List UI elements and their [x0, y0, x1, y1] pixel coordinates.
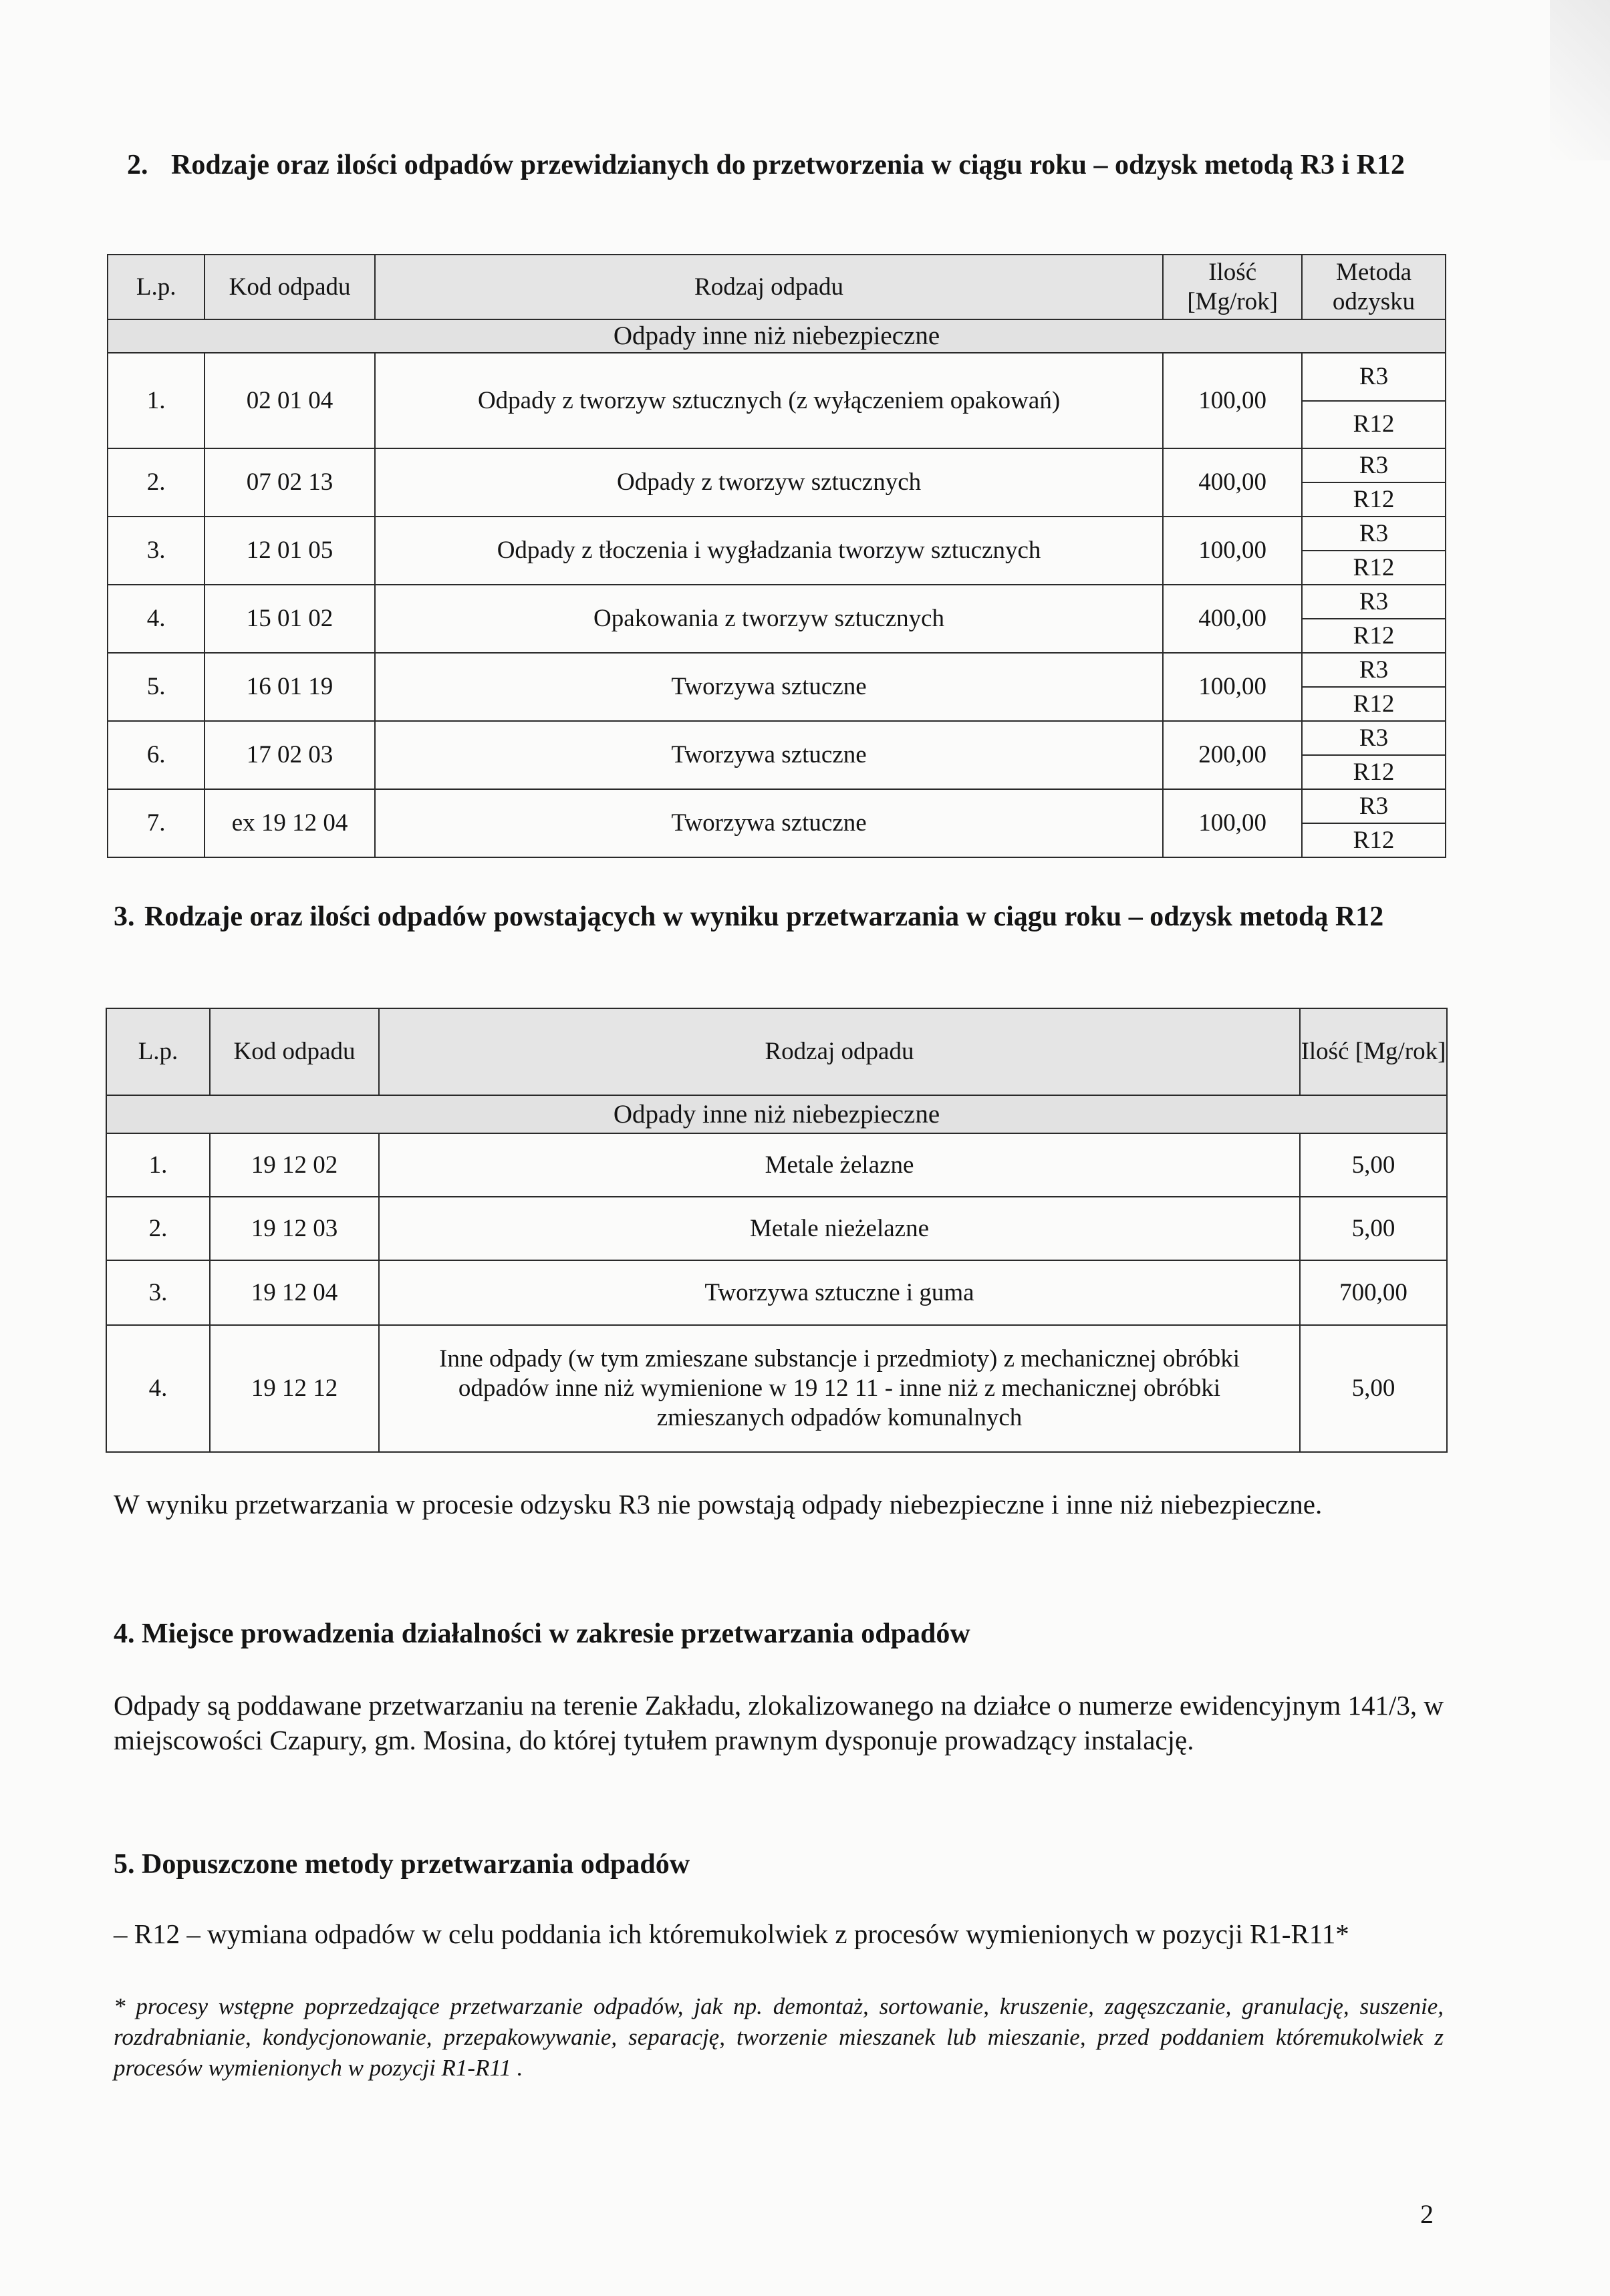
- group-row: Odpady inne niż niebezpieczne: [108, 319, 1446, 353]
- cell-lp: 4.: [108, 585, 205, 653]
- cell-kod: 19 12 02: [210, 1133, 379, 1197]
- col-header-lp: L.p.: [106, 1008, 210, 1095]
- cell-lp: 7.: [108, 789, 205, 857]
- cell-kod: ex 19 12 04: [205, 789, 374, 857]
- cell-kod: 19 12 03: [210, 1197, 379, 1260]
- cell-rodzaj: Odpady z tworzyw sztucznych: [375, 448, 1164, 517]
- cell-kod: 02 01 04: [205, 353, 374, 448]
- section-5-number: 5.: [114, 1849, 135, 1880]
- cell-ilosc: 100,00: [1163, 789, 1302, 857]
- cell-rodzaj: Metale żelazne: [379, 1133, 1300, 1197]
- col-header-kod: Kod odpadu: [205, 255, 374, 319]
- section-3-heading: [114, 899, 1444, 935]
- method-r3: R3: [1359, 656, 1389, 684]
- cell-kod: 07 02 13: [205, 448, 374, 517]
- method-r12: R12: [1303, 482, 1445, 516]
- cell-kod: 19 12 12: [210, 1325, 379, 1452]
- cell-rodzaj: Tworzywa sztuczne: [375, 789, 1164, 857]
- section-4-text: Odpady są poddawane przetwarzaniu na terenie Zakładu, zlokalizowanego na działce o numerze ewidencyjnym 141/3, w miejscowości Czapury, gm. Mosina, do której tytułem prawnym dysponuje prowadzący instalację.: [114, 1690, 1444, 1755]
- section-4-title: Miejsce prowadzenia działalności w zakresie przetwarzania odpadów: [142, 1618, 970, 1649]
- method-r12: R12: [1303, 686, 1445, 720]
- cell-kod: 19 12 04: [210, 1260, 379, 1325]
- table-row: [108, 353, 1446, 448]
- section-2-number: 2.: [127, 150, 148, 180]
- table-waste-output: [106, 1008, 1448, 1453]
- cell-kod: 17 02 03: [205, 721, 374, 789]
- table-waste-input: [107, 254, 1446, 858]
- output-note: W wyniku przetwarzania w procesie odzysku R3 nie powstają odpady niebezpieczne i inne niż niebezpieczne.: [114, 1489, 1323, 1520]
- col-header-ilosc: Ilość [Mg/rok]: [1163, 255, 1302, 319]
- cell-lp: 1.: [108, 353, 205, 448]
- section-2-title: Rodzaje oraz ilości odpadów przewidzianych do przetworzenia w ciągu roku – odzysk metodą R3 i R12: [171, 150, 1405, 180]
- cell-ilosc: 700,00: [1300, 1260, 1447, 1325]
- cell-lp: 6.: [108, 721, 205, 789]
- cell-rodzaj: Metale nieżelazne: [379, 1197, 1300, 1260]
- col-header-lp: L.p.: [108, 255, 205, 319]
- table-row: [106, 1197, 1447, 1260]
- section-4-heading: [114, 1616, 1444, 1652]
- section-5-footnote: * procesy wstępne poprzedzające przetwarzanie odpadów, jak np. demontaż, sortowanie, kruszenie, zagęszczanie, granulację, suszenie, rozdrabnianie, kondycjonowanie, przepakowywanie, separację, tworzenie mieszanek lub mieszanie, przed poddaniem któremukolwiek z procesów wymienionych w pozycji R1-R11 .: [114, 1993, 1444, 2081]
- table-row: [108, 585, 1446, 653]
- cell-metoda: [1302, 653, 1446, 721]
- cell-kod: 15 01 02: [205, 585, 374, 653]
- cell-metoda: [1302, 585, 1446, 653]
- col-header-ilosc: Ilość [Mg/rok]: [1300, 1008, 1447, 1095]
- section-3-title: Rodzaje oraz ilości odpadów powstających w wyniku przetwarzania w ciągu roku – odzysk metodą R12: [144, 901, 1384, 932]
- cell-lp: 3.: [108, 517, 205, 585]
- col-header-metoda: Metoda odzysku: [1302, 255, 1446, 319]
- table-row: [106, 1260, 1447, 1325]
- scan-page-corner: [1550, 0, 1610, 160]
- table-row: [106, 1133, 1447, 1197]
- cell-rodzaj: Odpady z tłoczenia i wygładzania tworzyw sztucznych: [375, 517, 1164, 585]
- cell-metoda: [1302, 721, 1446, 789]
- cell-ilosc: 100,00: [1163, 653, 1302, 721]
- cell-lp: 5.: [108, 653, 205, 721]
- cell-kod: 16 01 19: [205, 653, 374, 721]
- cell-metoda: [1302, 353, 1446, 448]
- method-r12: R12: [1303, 550, 1445, 584]
- method-r12: R12: [1303, 618, 1445, 652]
- section-5-item: – R12 – wymiana odpadów w celu poddania ich któremukolwiek z procesów wymienionych w pozycji R1-R11*: [114, 1918, 1349, 1949]
- cell-kod: 12 01 05: [205, 517, 374, 585]
- cell-ilosc: 400,00: [1163, 448, 1302, 517]
- cell-rodzaj: Tworzywa sztuczne: [375, 721, 1164, 789]
- col-header-rodzaj: Rodzaj odpadu: [379, 1008, 1300, 1095]
- cell-rodzaj: Odpady z tworzyw sztucznych (z wyłączeniem opakowań): [375, 353, 1164, 448]
- table-row: [108, 448, 1446, 517]
- cell-ilosc: 400,00: [1163, 585, 1302, 653]
- section-5-title: Dopuszczone metody przetwarzania odpadów: [142, 1849, 690, 1880]
- cell-rodzaj: Tworzywa sztuczne i guma: [379, 1260, 1300, 1325]
- cell-ilosc: 200,00: [1163, 721, 1302, 789]
- method-r3: R3: [1359, 724, 1389, 752]
- method-r3: R3: [1359, 519, 1389, 547]
- cell-lp: 1.: [106, 1133, 210, 1197]
- col-header-kod: Kod odpadu: [210, 1008, 379, 1095]
- method-r12: R12: [1303, 400, 1445, 448]
- table-row: [106, 1325, 1447, 1452]
- page-number: 2: [1420, 2199, 1434, 2229]
- cell-metoda: [1302, 789, 1446, 857]
- cell-lp: 4.: [106, 1325, 210, 1452]
- method-r12: R12: [1303, 823, 1445, 857]
- section-4-number: 4.: [114, 1618, 135, 1649]
- table-row: [108, 789, 1446, 857]
- cell-ilosc: 5,00: [1300, 1325, 1447, 1452]
- cell-rodzaj: Opakowania z tworzyw sztucznych: [375, 585, 1164, 653]
- cell-lp: 2.: [106, 1197, 210, 1260]
- section-2-heading: [127, 147, 1444, 183]
- method-r3: R3: [1359, 362, 1389, 390]
- section-5-heading: [114, 1846, 1444, 1882]
- cell-ilosc: 100,00: [1163, 353, 1302, 448]
- col-header-rodzaj: Rodzaj odpadu: [375, 255, 1164, 319]
- cell-lp: 2.: [108, 448, 205, 517]
- cell-rodzaj: Tworzywa sztuczne: [375, 653, 1164, 721]
- cell-lp: 3.: [106, 1260, 210, 1325]
- cell-rodzaj: Inne odpady (w tym zmieszane substancje i przedmioty) z mechanicznej obróbki odpadów inne niż wymienione w 19 12 11 - inne niż z mechanicznej obróbki zmieszanych odpadów komunalnych: [379, 1325, 1300, 1452]
- cell-ilosc: 5,00: [1300, 1197, 1447, 1260]
- table-row: [108, 517, 1446, 585]
- table-row: [108, 653, 1446, 721]
- table-row: [108, 721, 1446, 789]
- cell-metoda: [1302, 448, 1446, 517]
- method-r12: R12: [1303, 754, 1445, 788]
- cell-ilosc: 5,00: [1300, 1133, 1447, 1197]
- method-r3: R3: [1359, 451, 1389, 479]
- method-r3: R3: [1359, 587, 1389, 615]
- method-r3: R3: [1359, 792, 1389, 820]
- cell-metoda: [1302, 517, 1446, 585]
- section-3-number: 3.: [114, 901, 135, 932]
- group-row: Odpady inne niż niebezpieczne: [106, 1095, 1447, 1133]
- cell-ilosc: 100,00: [1163, 517, 1302, 585]
